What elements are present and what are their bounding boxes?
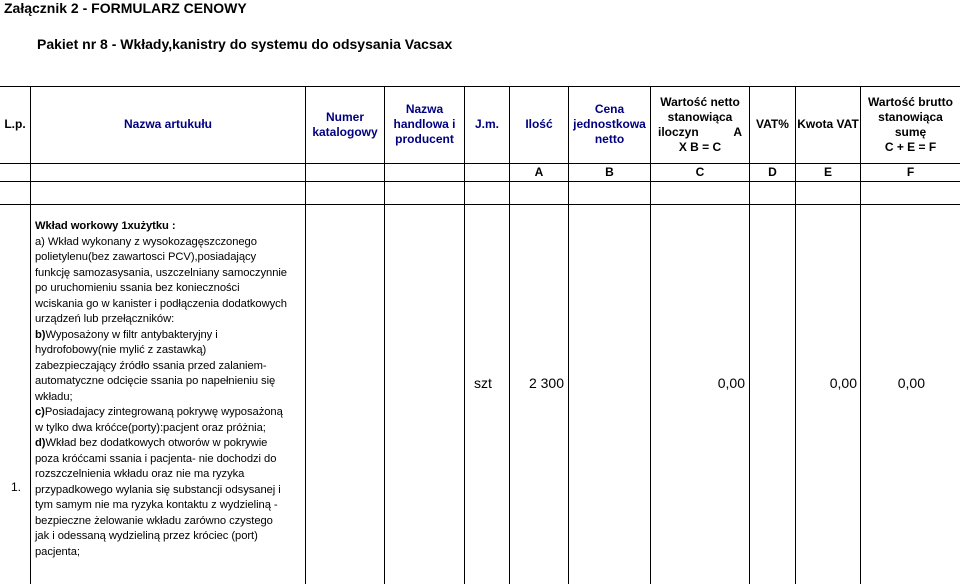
header-lp: L.p. — [4, 117, 26, 131]
row-lp: 1. — [11, 480, 22, 494]
row-kwota-vat: 0,00 — [829, 375, 857, 391]
item-description: Wkład workowy 1xużytku : a) Wkład wykonany z wysokozagęszczonego polietylenu(bez zawartosci PCV),posiadający funkcję samozasysania, uszczelniany samoczynnie po uruchomieniu ssania bez konieczności wciskania go w kanister i podłączenia dodatkowych urządzeń lub przełączników: b)Wyposażony w filtr antybakteryjny i hydrofobowy(nie mylić z zastawką) zabezpieczający źródło ssania przed zalaniem- automatyczne odcięcie ssania po napełnieniu się wkładu; c)Posiadajacy zintegrowaną pokrywę wyposażoną w tylko dwa króćce(porty):pacjent oraz próżnia; d)Wkład bez dodatkowych otworów w pokrywie poza króćcami ssania i pacjenta- nie dochodzi do rozszczelnienia wkładu oraz nie ma ryzyka przypadkowego wylania się substancji odsysanej i tym samym nie ma ryzyka kontaktu z wydzieliną - bezpieczne żelowanie wkładu zarówno czystego jak i odessaną wydzieliną przez króciec (port) pacjenta; — [35, 220, 287, 558]
row-ilosc: 2 300 — [528, 375, 564, 391]
header-kwota-vat: Kwota VAT — [797, 117, 859, 131]
letter-f: F — [906, 165, 915, 179]
header-numer-katalogowy: Numer katalogowy — [312, 109, 378, 139]
form-title: Załącznik 2 - FORMULARZ CENOWY — [4, 0, 247, 16]
row-wartosc-brutto: 0,00 — [897, 375, 925, 391]
letter-c: C — [695, 165, 705, 179]
letter-d: D — [768, 165, 777, 179]
row-jm: szt — [474, 375, 492, 391]
letter-b: B — [605, 165, 614, 179]
letter-a: A — [534, 165, 544, 179]
row-wartosc-netto: 0,00 — [717, 375, 745, 391]
package-title: Pakiet nr 8 - Wkłady,kanistry do systemu do odsysania Vacsax — [37, 36, 453, 52]
header-ilosc: Ilość — [525, 117, 553, 131]
letter-e: E — [823, 165, 832, 179]
header-wartosc-brutto: Wartość brutto stanowiąca sumę C + E = F — [868, 94, 953, 154]
header-nazwa-artykulu: Nazwa artukułu — [123, 117, 213, 131]
header-wartosc-netto: Wartość netto stanowiąca iloczyn A X B = C — [658, 94, 742, 154]
header-cena-jednostkowa: Cena jednostkowa netto — [573, 102, 646, 146]
header-jm: J.m. — [474, 117, 499, 131]
header-vat-pct: VAT% — [756, 117, 789, 131]
header-nazwa-handlowa: Nazwa handlowa i producent — [393, 102, 456, 146]
